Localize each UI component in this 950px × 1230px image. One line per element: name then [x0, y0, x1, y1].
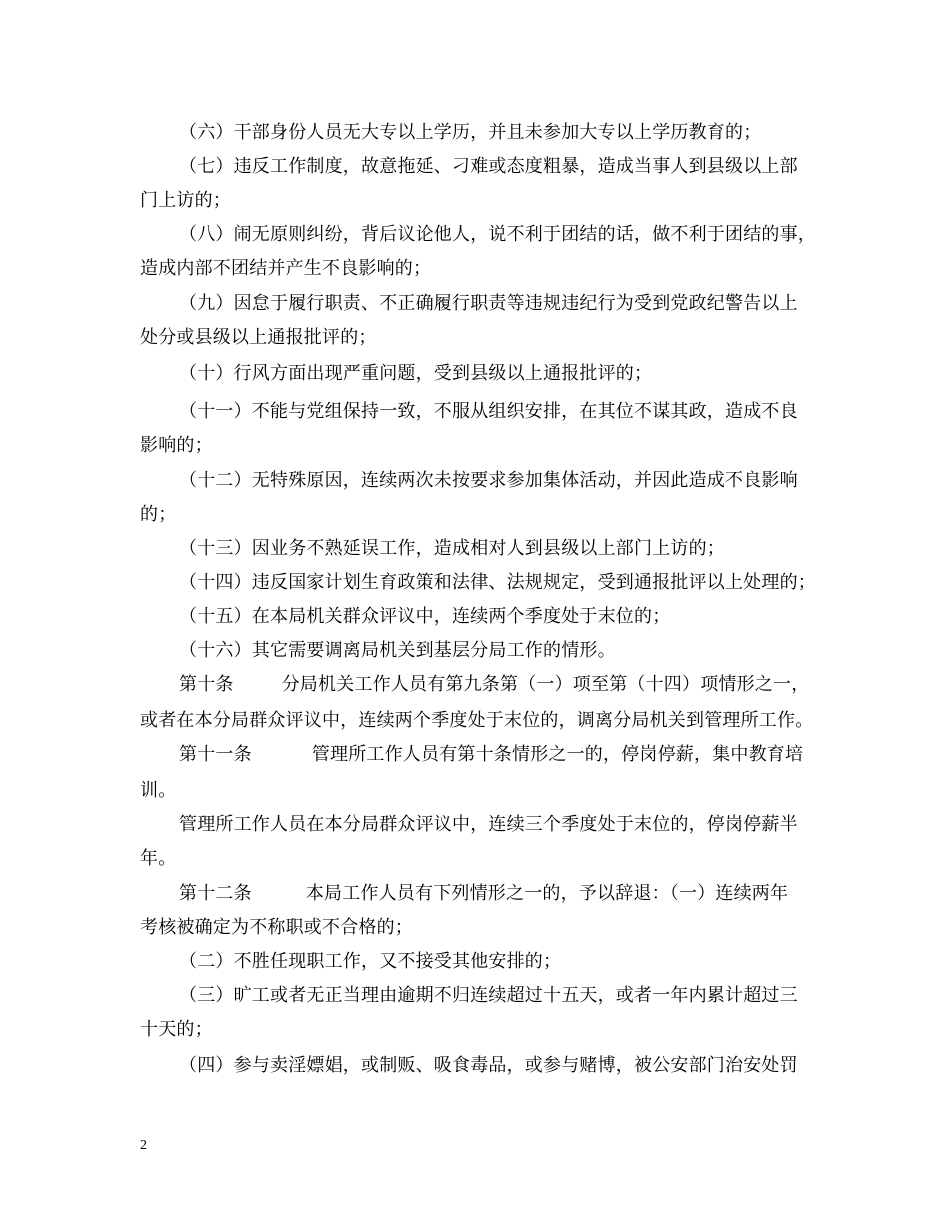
text-line: 造成内部不团结并产生不良影响的； — [140, 258, 432, 279]
article-11 — [179, 745, 803, 765]
text-line: （八）闹无原则纠纷，背后议论他人，说不利于团结的话，做不利于团结的事， — [179, 224, 816, 245]
text-line: （十）行风方面出现严重问题，受到县级以上通报批评的； — [179, 363, 653, 384]
text-line: （十五）在本局机关群众评议中，连续两个季度处于末位的； — [179, 606, 671, 627]
text-line: 处分或县级以上通报批评的； — [140, 327, 377, 348]
text-line: 或者在本分局群众评议中，连续两个季度处于末位的，调离分局机关到管理所工作。 — [140, 710, 814, 731]
article-text: 分局机关工作人员有第九条第（一）项至第（十四）项情形之一， — [281, 674, 810, 695]
article-heading: 第十一条 — [179, 744, 252, 765]
text-line: 管理所工作人员在本分局群众评议中，连续三个季度处于末位的，停岗停薪半 — [179, 814, 798, 835]
article-10 — [179, 675, 809, 695]
text-line: （二）不胜任现职工作，又不接受其他安排的； — [179, 951, 562, 972]
text-line: 考核被确定为不称职或不合格的； — [140, 917, 413, 938]
text-line: （十六）其它需要调离局机关到基层分局工作的情形。 — [179, 640, 616, 661]
text-line: 十天的； — [140, 1019, 213, 1040]
text-line: 训。 — [140, 780, 177, 801]
text-line: 年。 — [140, 848, 177, 869]
text-line: （十四）违反国家计划生育政策和法律、法规规定，受到通报批评以上处理的； — [179, 572, 816, 593]
text-line: （九）因怠于履行职责、不正确履行职责等违规违纪行为受到党政纪警告以上 — [179, 293, 798, 314]
text-line: 门上访的； — [140, 190, 231, 211]
article-12 — [179, 884, 788, 904]
article-heading: 第十二条 — [179, 883, 252, 904]
text-line: （十一）不能与党组保持一致，不服从组织安排，在其位不谋其政，造成不良 — [179, 401, 798, 422]
text-line: 影响的； — [140, 435, 213, 456]
text-line: （三）旷工或者无正当理由逾期不归连续超过十五天，或者一年内累计超过三 — [179, 985, 798, 1006]
text-line: （十三）因业务不熟延误工作，造成相对人到县级以上部门上访的； — [179, 538, 725, 559]
page-number: 2 — [140, 1138, 147, 1153]
text-line: 的； — [140, 504, 177, 525]
text-line: （十二）无特殊原因，连续两次未按要求参加集体活动，并因此造成不良影响 — [179, 470, 798, 491]
article-text: 本局工作人员有下列情形之一的，予以辞退：（一）连续两年 — [305, 883, 789, 904]
article-heading: 第十条 — [179, 674, 234, 695]
text-line: （四）参与卖淫嫖娼，或制贩、吸食毒品，或参与赌博，被公安部门治安处罚 — [179, 1055, 798, 1076]
text-line: （七）违反工作制度，故意拖延、刁难或态度粗暴，造成当事人到县级以上部 — [179, 156, 798, 177]
text-line: （六）干部身份人员无大专以上学历，并且未参加大专以上学历教育的； — [179, 122, 762, 143]
article-text: 管理所工作人员有第十条情形之一的，停岗停薪，集中教育培 — [311, 744, 804, 765]
